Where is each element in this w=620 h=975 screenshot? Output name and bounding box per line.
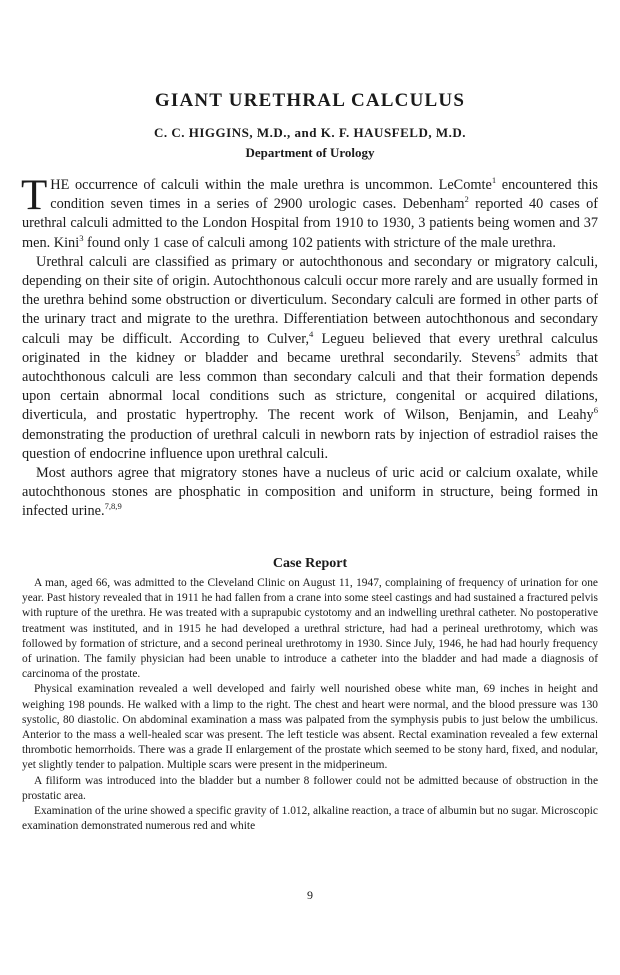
reference-mark: 3 [79,232,84,243]
case-report-section [22,576,598,834]
intro-paragraph-1 [21,172,598,253]
reference-mark: 1 [491,175,497,186]
case-paragraph-3: A filiform was introduced into the bladder but a number 8 follower could not be admitted because of obstruction in the prostatic area. [22,774,598,802]
article-authors: C. C. HIGGINS, M.D., and K. F. HAUSFELD, M.D. [153,125,467,140]
case-paragraph-2: Physical examination revealed a well developed and fairly well nourished obese white man, 69 inches in height and weighing 198 pounds. He walked with a limp to the right. The chest and heart were normal, and the blood pressure was 130 systolic, 80 diastolic. On abdominal examination a mass was palpated from the symphysis pubis to just below the umbilicus. Anterior to the mass a well-healed scar was present. The left testicle was absent. Rectal examination revealed a few external thrombotic hemorrhoids. There was a grade II enlargement of the prostate which seemed to be stony hard, fixed, and nodular, yet slightly tender to palpation. Multiple scars were present in the midperineum. [22,683,598,772]
intro-p1-text-d: found only 1 case of calculi among 102 patients with stricture of the male urethra. [83,234,556,251]
drop-cap: T [21,172,48,219]
intro-p1-text-c: reported 40 cases of urethral calculi admitted to the London Hospital from 1910 to 1930, 3 patients being women and 37 men. Kini [22,196,598,251]
reference-mark: 5 [515,348,521,359]
intro-p2-text-b: Legueu believed that every urethral calculus originated in the kidney or bladder and became urethral secondarily. Stevens [22,330,598,366]
intro-p2-text-c: admits that autochthonous calculi are less common than secondary calculi and that their formation depends upon certain abnormal local conditions such as stricture, congenital or acquired dilations, diverticula, and prostatic hypertrophy. The recent work of Wilson, Benjamin, and Leahy [22,349,598,424]
case-report-heading: Case Report [272,556,348,571]
intro-p3-text-a: Most authors agree that migratory stones have a nucleus of uric acid or calcium oxalate, while autochthonous stones are phosphatic in composition and uniform in structure, being formed in infected urine. [22,465,598,520]
intro-p2-text-d: demonstrating the production of urethral calculi in newborn rats by injection of estradiol raises the question of endocrine influence upon urethral calculi. [22,426,598,462]
intro-p1-text-b: encountered this condition seven times in a series of 2900 urologic cases. Debenham [50,177,598,213]
intro-p1-text-a: HE occurrence of calculi within the male urethra is uncommon. LeComte [50,177,492,193]
article-title: GIANT URETHRAL CALCULUS [154,90,466,111]
intro-paragraph-3 [22,464,598,522]
intro-paragraph-2 [22,253,598,464]
case-paragraph-1: A man, aged 66, was admitted to the Cleveland Clinic on August 11, 1947, complaining of frequency of urination for one year. Past history revealed that in 1911 he had fallen from a crane into some steel castings and had sustained a fractured pelvis with rupture of the urethra. He was treated with a suprapubic cystotomy and an indwelling urethral catheter. No postoperative treatment was instituted, and in 1915 he had developed a urethral stricture, had had a perineal urethrotomy, which was followed by formation of stricture, and a second perineal urethrotomy in 1930. Since July, 1946, he had had hourly frequency of urination. The family physician had been unable to introduce a catheter into the bladder and had made a diagnosis of carcinoma of the prostate. [22,577,598,681]
reference-mark: 4 [309,328,314,339]
article-department: Department of Urology [245,145,375,160]
page-number: 9 [307,888,313,902]
case-paragraph-4: Examination of the urine showed a specific gravity of 1.012, alkaline reaction, a trace of albumin but no sugar. Microscopic examination demonstrated numerous red and white [22,805,598,833]
intro-section [21,172,598,522]
reference-mark: 2 [464,194,469,205]
reference-mark: 7,8,9 [104,501,122,512]
reference-mark: 6 [593,405,598,416]
intro-p2-text-a: Urethral calculi are classified as primary or autochthonous and secondary or migratory calculi, depending on their site of origin. Autochthonous calculi occur more rarely and are usually formed in the urethra behind some obstruction or diverticulum. Secondary calculi are formed in other parts of the urinary tract and migrate to the urethra. Differentiation between autochthonous and secondary calculi may be difficult. According to Culver, [22,253,598,347]
